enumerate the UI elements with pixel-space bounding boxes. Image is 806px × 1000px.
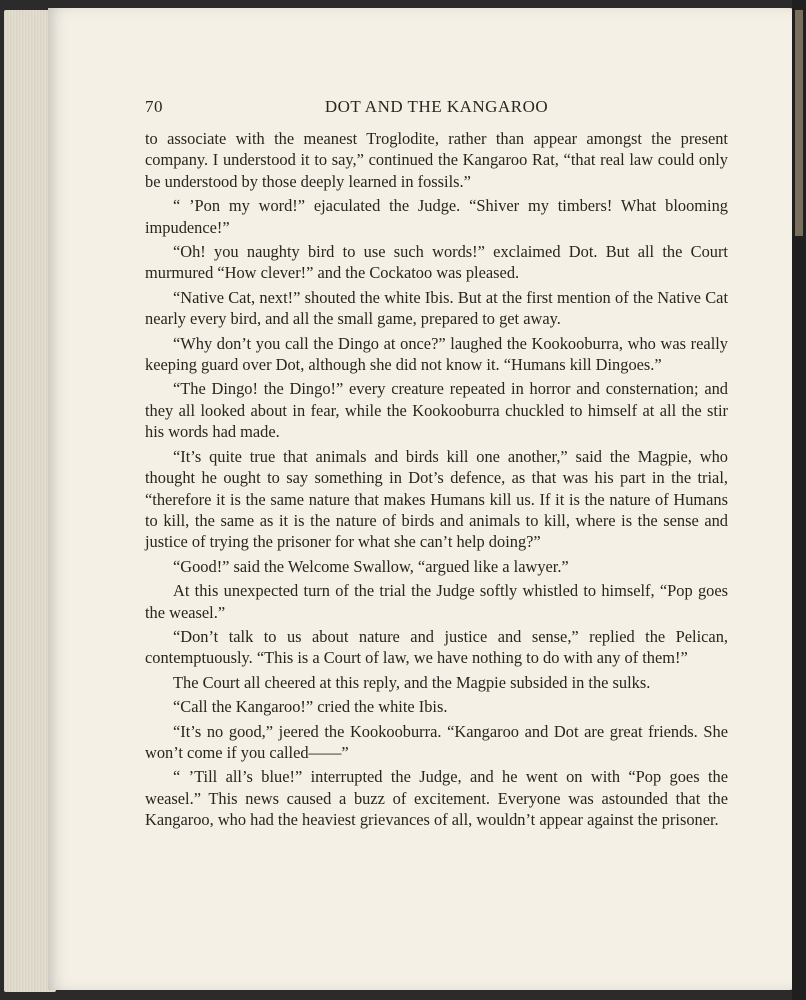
paragraph: “It’s quite true that animals and birds kill one another,” said the Magpie, who thought he ought to say something in Dot’s defence, as that was his part in the trial, “therefore it is the same nature that makes Humans kill us. If it is the nature of Humans to kill, the same as it is the nature of birds and animals to kill, where is the sense and justice of trying the prisoner for what she can’t help doing?” <box>145 446 728 552</box>
paragraph: “Native Cat, next!” shouted the white Ibis. But at the first mention of the Native Cat nearly every bird, and all the small game, prepared to get away. <box>145 287 728 329</box>
right-border <box>792 0 806 1000</box>
paragraph: “It’s no good,” jeered the Kookooburra. “Kangaroo and Dot are great friends. She won’t come if you called——” <box>145 721 728 762</box>
paragraph: “Call the Kangaroo!” cried the white Ibis. <box>173 697 448 717</box>
paragraph: “Don’t talk to us about nature and justice and sense,” replied the Pelican, contemptuously. “This is a Court of law, we have nothing to do with any of them!” <box>145 626 728 668</box>
right-page-tab <box>795 10 803 236</box>
paragraph: to associate with the meanest Troglodite, rather than appear amongst the present company. I understood it to say,” continued the Kangaroo Rat, “that real law could only be understood by those deeply learned in fossils.” <box>145 129 728 191</box>
paragraph: “Oh! you naughty bird to use such words!” exclaimed Dot. But all the Court murmured “How clever!” and the Cockatoo was pleased. <box>145 242 728 283</box>
paragraph: “Good!” said the Welcome Swallow, “argued like a lawyer.” <box>173 556 569 576</box>
running-header <box>145 97 728 119</box>
paragraph: The Court all cheered at this reply, and the Magpie subsided in the sulks. <box>173 672 651 692</box>
paragraph: “ ’Till all’s blue!” interrupted the Judge, and he went on with “Pop goes the weasel.” This news caused a buzz of excitement. Everyone was astounded that the Kangaroo, who had the heaviest grievances of all, wouldn’t appear against the prisoner. <box>145 767 728 830</box>
page-number: 70 <box>145 97 163 116</box>
paragraph: “The Dingo! the Dingo!” every creature repeated in horror and consternation; and they all looked about in fear, while the Kookooburra chuckled to himself at all the stir his words had made. <box>145 379 728 442</box>
paragraph: “ ’Pon my word!” ejaculated the Judge. “Shiver my timbers! What blooming impudence!” <box>145 196 728 237</box>
paragraph: At this unexpected turn of the trial the Judge softly whistled to himself, “Pop goes the weasel.” <box>145 581 728 622</box>
body-text <box>145 128 728 834</box>
running-title: DOT AND THE KANGAROO <box>324 97 549 116</box>
paragraph: “Why don’t you call the Dingo at once?” laughed the Kookooburra, who was really keeping guard over Dot, although she did not know it. “Humans kill Dingoes.” <box>145 333 728 375</box>
